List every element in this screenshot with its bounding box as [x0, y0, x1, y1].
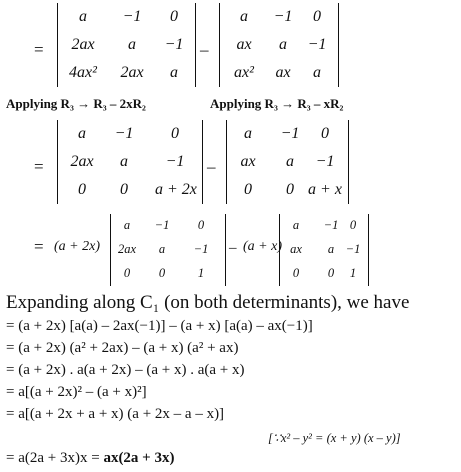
final-answer: ax(2a + 3x) — [103, 450, 175, 466]
matrix-entry: ax — [290, 242, 302, 256]
matrix-entry: a — [158, 242, 166, 256]
expanding-heading: Expanding along C₁ (on both determinants), we have — [6, 292, 410, 313]
matrix-entry: 0 — [78, 181, 86, 198]
matrix-entry: −1 — [315, 153, 335, 170]
matrix-entry: a + 2x — [155, 181, 197, 198]
matrix-entry: 0 — [244, 181, 252, 198]
matrix-entry: a — [244, 125, 252, 142]
det-bar — [348, 120, 349, 204]
equals-sign: = — [34, 40, 44, 59]
det-bar — [57, 3, 58, 87]
matrix-entry: 0 — [197, 218, 205, 232]
matrix-entry: a — [78, 125, 86, 142]
matrix-entry: a — [286, 153, 294, 170]
matrix-entry: −1 — [122, 8, 142, 25]
matrix-entry: −1 — [193, 242, 209, 256]
matrix-entry: 2ax — [71, 36, 95, 53]
matrix-entry: 0 — [171, 125, 179, 142]
matrix-entry: a — [327, 242, 335, 256]
det-bar — [225, 214, 226, 286]
matrix-entry: 0 — [349, 218, 357, 232]
matrix-entry: 2ax — [120, 64, 144, 81]
matrix-entry: −1 — [154, 218, 170, 232]
identity-note: [∵x² – y² = (x + y) (x – y)] — [268, 431, 401, 445]
matrix-entry: 0 — [313, 8, 321, 25]
matrix-entry: −1 — [280, 125, 300, 142]
row-operation-right: Applying R₃ → R₃ – xR₂ — [210, 96, 344, 111]
minus-sign: – — [207, 157, 216, 176]
matrix-entry: a + x — [308, 181, 342, 198]
matrix-entry: a — [79, 8, 87, 25]
det-bar — [338, 3, 339, 87]
matrix-entry: ax — [275, 64, 291, 81]
matrix-entry: 0 — [170, 8, 178, 25]
equals-sign: = — [34, 157, 44, 176]
det-bar — [195, 3, 196, 87]
matrix-entry: 2ax — [70, 153, 94, 170]
minus-sign: – — [229, 240, 237, 256]
working-line: = a[(a + 2x)² – (a + x)²] — [6, 384, 147, 400]
matrix-entry: −1 — [307, 36, 327, 53]
matrix-entry: −1 — [114, 125, 134, 142]
matrix-entry: 0 — [292, 266, 300, 280]
row-operation-left: Applying R₃ → R₃ – 2xR₂ — [6, 96, 146, 111]
matrix-entry: a — [313, 64, 321, 81]
working-line: = (a + 2x) [a(a) – 2ax(−1)] – (a + x) [a(a) – ax(−1)] — [6, 318, 313, 334]
matrix-entry: a — [128, 36, 136, 53]
working-line: = (a + 2x) (a² + 2ax) – (a + x) (a² + ax) — [6, 340, 239, 356]
matrix-entry: 0 — [158, 266, 166, 280]
matrix-entry: 0 — [321, 125, 329, 142]
factor-left: (a + 2x) — [54, 239, 100, 254]
matrix-entry: −1 — [345, 242, 361, 256]
matrix-entry: 2ax — [117, 242, 137, 256]
matrix-entry: −1 — [323, 218, 339, 232]
minus-sign: – — [200, 40, 209, 59]
matrix-entry: a — [120, 153, 128, 170]
matrix-entry: 0 — [120, 181, 128, 198]
matrix-entry: ax² — [234, 64, 254, 81]
det-bar — [226, 120, 227, 204]
matrix-entry: 1 — [349, 266, 357, 280]
final-line — [6, 450, 174, 467]
matrix-entry: ax — [236, 36, 252, 53]
matrix-entry: a — [170, 64, 178, 81]
matrix-entry: ax — [240, 153, 256, 170]
matrix-entry: −1 — [273, 8, 293, 25]
matrix-entry: 1 — [197, 266, 205, 280]
matrix-entry: a — [292, 218, 300, 232]
working-line: = a[(a + 2x + a + x) (a + 2x – a – x)] — [6, 406, 225, 422]
det-bar — [57, 120, 58, 204]
matrix-entry: 0 — [286, 181, 294, 198]
det-bar — [219, 3, 220, 87]
matrix-entry: a — [279, 36, 287, 53]
equals-sign: = — [34, 237, 44, 256]
det-bar — [202, 120, 203, 204]
matrix-entry: a — [240, 8, 248, 25]
matrix-entry: 4ax² — [69, 64, 97, 81]
matrix-entry: 0 — [327, 266, 335, 280]
matrix-entry: −1 — [164, 36, 184, 53]
matrix-entry: −1 — [165, 153, 185, 170]
factor-right: (a + x) — [243, 239, 282, 254]
matrix-entry: 0 — [123, 266, 131, 280]
working-line: = (a + 2x) . a(a + 2x) – (a + x) . a(a + x) — [6, 362, 245, 378]
matrix-entry: a — [123, 218, 131, 232]
final-prefix: = a(2a + 3x)x = — [6, 450, 104, 466]
